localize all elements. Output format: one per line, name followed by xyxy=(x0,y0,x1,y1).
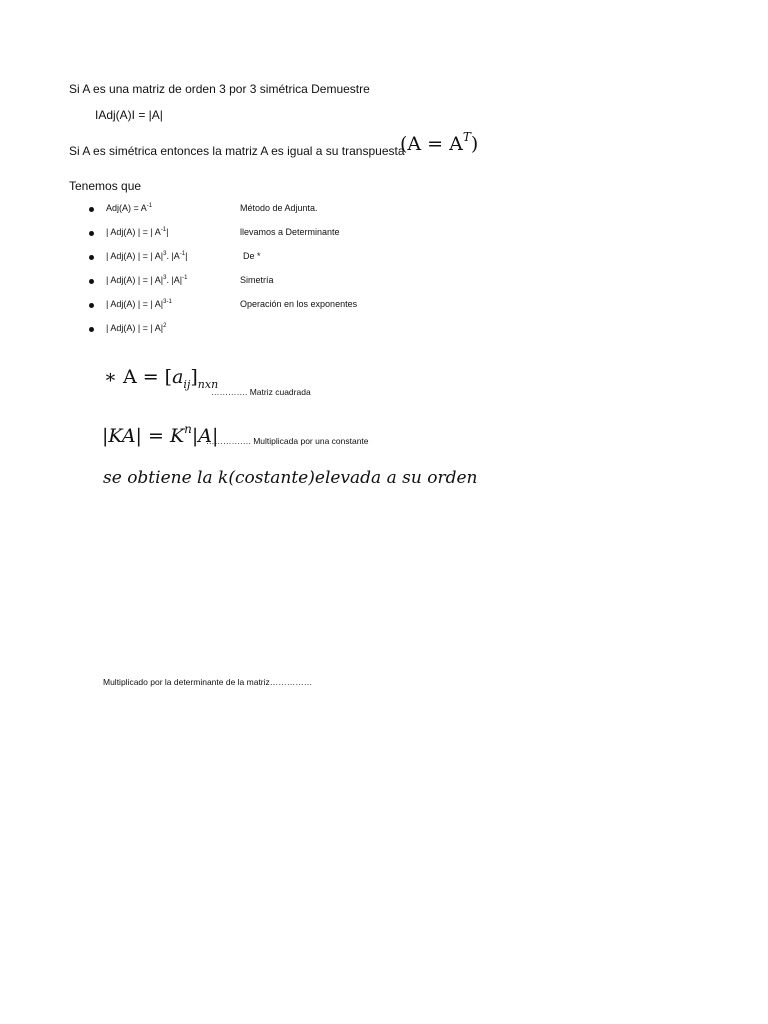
step-expression: | Adj(A) | = | $A|^{3-1}$ xyxy=(106,299,172,309)
scalar-rule-label: ……………. Multiplicada por una constante xyxy=(206,436,369,446)
step-reason: Simetría xyxy=(240,275,274,285)
step-reason: De * xyxy=(243,251,261,261)
step-expression: | Adj(A) | = | $A|^2$ xyxy=(106,323,167,333)
to-prove-formula: IAdj(A)I = |A| xyxy=(95,108,163,122)
bullet-icon xyxy=(89,207,94,212)
conclusion-formula: se obtiene la k(costante)elevada a su orden xyxy=(103,468,478,488)
step-expression: | Adj(A) | = | $A|^3$. $|A|^{-1}$ xyxy=(106,275,188,285)
step-expression: | Adj(A) | = | $A|^3$. $|A^{-1}|$ xyxy=(106,251,188,261)
problem-statement: Si A es una matriz de orden 3 por 3 simétrica Demuestre xyxy=(69,82,370,96)
step-reason: llevamos a Determinante xyxy=(240,227,340,237)
step-reason: Método de Adjunta. xyxy=(240,203,318,213)
matrix-definition-formula: ∗ $A = [a_{ij}]_{nxn}$ xyxy=(104,366,219,391)
scalar-rule-formula: $|KA| = K^n|A|$ xyxy=(102,422,219,447)
transpose-formula: $(A = A^T)$ xyxy=(400,130,479,155)
bullet-icon xyxy=(89,231,94,236)
step-reason: Operación en los exponentes xyxy=(240,299,358,309)
step-expression: | Adj(A) | = | $A^{-1}|$ xyxy=(106,227,169,237)
matrix-definition-label: …………. Matriz cuadrada xyxy=(211,387,311,397)
bullet-icon xyxy=(89,279,94,284)
symmetric-statement: Si A es simétrica entonces la matriz A es igual a su transpuesta xyxy=(69,144,405,158)
bullet-icon xyxy=(89,327,94,332)
step-expression: $Adj(A) = A^{-1}$ xyxy=(106,203,153,213)
bullet-icon xyxy=(89,255,94,260)
tenemos-label: Tenemos que xyxy=(69,179,142,193)
footer-note: Multiplicado por la determinante de la matriz…………… xyxy=(103,677,313,687)
bullet-icon xyxy=(89,303,94,308)
